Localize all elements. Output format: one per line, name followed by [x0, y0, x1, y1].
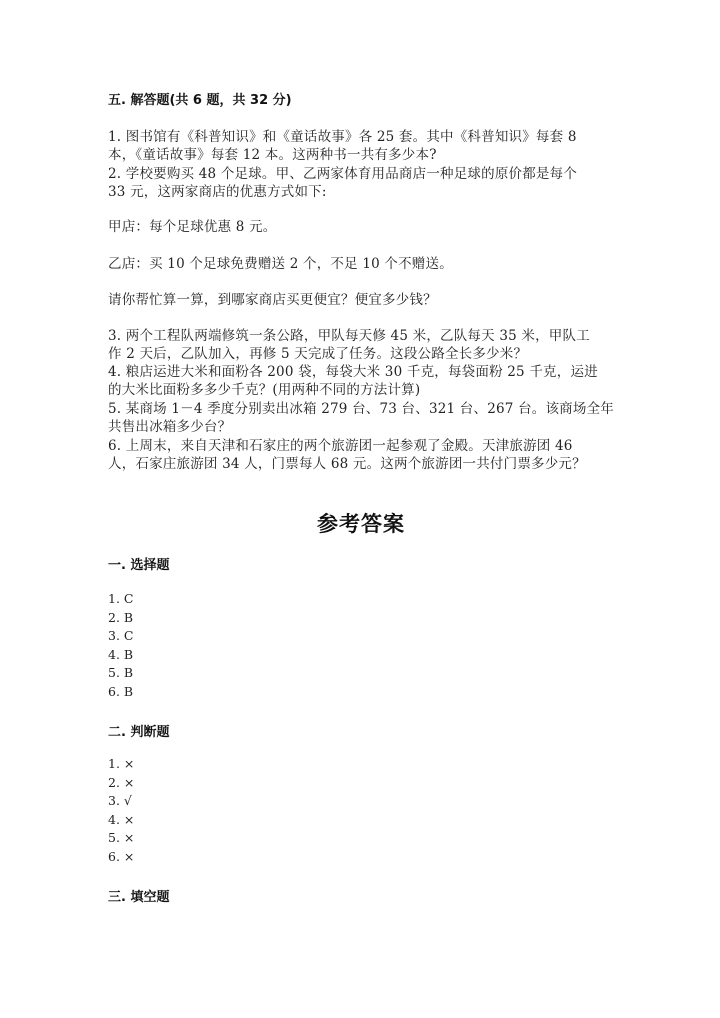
question-3-line-2: 作 2 天后，乙队加入，再修 5 天完成了任务。这段公路全长多少米？	[108, 346, 528, 362]
judge-section-heading: 二. 判断题	[108, 725, 170, 740]
question-2-ask: 请你帮忙算一算，到哪家商店买更便宜？便宜多少钱？	[108, 292, 437, 308]
choice-answer-1: 1. C	[108, 591, 134, 606]
question-5-line-2: 共售出冰箱多少台？	[108, 419, 232, 435]
question-2-store-yi: 乙店：买 10 个足球免费赠送 2 个，不足 10 个不赠送。	[108, 256, 453, 272]
section-five-heading: 五. 解答题(共 6 题，共 32 分)	[108, 93, 292, 108]
choice-answer-3: 3. C	[108, 628, 134, 643]
question-4-line-1: 4. 粮店运进大米和面粉各 200 袋，每袋大米 30 千克，每袋面粉 25 千克，运进	[108, 364, 598, 380]
question-6-line-1: 6. 上周末，来自天津和石家庄的两个旅游团一起参观了金殿。天津旅游团 46	[108, 438, 573, 454]
question-3-line-1: 3. 两个工程队两端修筑一条公路，甲队每天修 45 米，乙队每天 35 米，甲队工	[108, 328, 590, 344]
judge-answer-4: 4. ×	[108, 812, 135, 827]
question-1-line-2: 本，《童话故事》每套 12 本。这两种书一共有多少本?	[108, 147, 437, 163]
question-2-line-2: 33 元，这两家商店的优惠方式如下:	[108, 184, 327, 200]
judge-answer-3: 3. √	[108, 793, 132, 808]
choice-answer-2: 2. B	[108, 610, 134, 625]
choice-answer-4: 4. B	[108, 647, 134, 662]
choice-answer-6: 6. B	[108, 684, 134, 699]
judge-answer-5: 5. ×	[108, 830, 135, 845]
question-2-store-jia: 甲店：每个足球优惠 8 元。	[108, 219, 277, 235]
choice-section-heading: 一. 选择题	[108, 558, 170, 573]
judge-answer-1: 1. ×	[108, 756, 135, 771]
question-2-line-1: 2. 学校要购买 48 个足球。甲、乙两家体育用品商店一种足球的原价都是每个	[108, 166, 578, 182]
judge-answer-2: 2. ×	[108, 775, 135, 790]
choice-answer-5: 5. B	[108, 665, 134, 680]
fill-section-heading: 三. 填空题	[108, 890, 170, 905]
question-4-line-2: 的大米比面粉多多少千克？(用两种不同的方法计算)	[108, 382, 421, 398]
question-6-line-2: 人，石家庄旅游团 34 人，门票每人 68 元。这两个旅游团一共付门票多少元？	[108, 456, 586, 472]
question-1-line-1: 1. 图书馆有《科普知识》和《童话故事》各 25 套。其中《科普知识》每套 8	[108, 129, 577, 145]
question-5-line-1: 5. 某商场 1－4 季度分别卖出冰箱 279 台、73 台、321 台、267 台。该商场全年	[108, 401, 614, 417]
answers-title: 参考答案	[317, 512, 405, 536]
judge-answer-6: 6. ×	[108, 849, 135, 864]
